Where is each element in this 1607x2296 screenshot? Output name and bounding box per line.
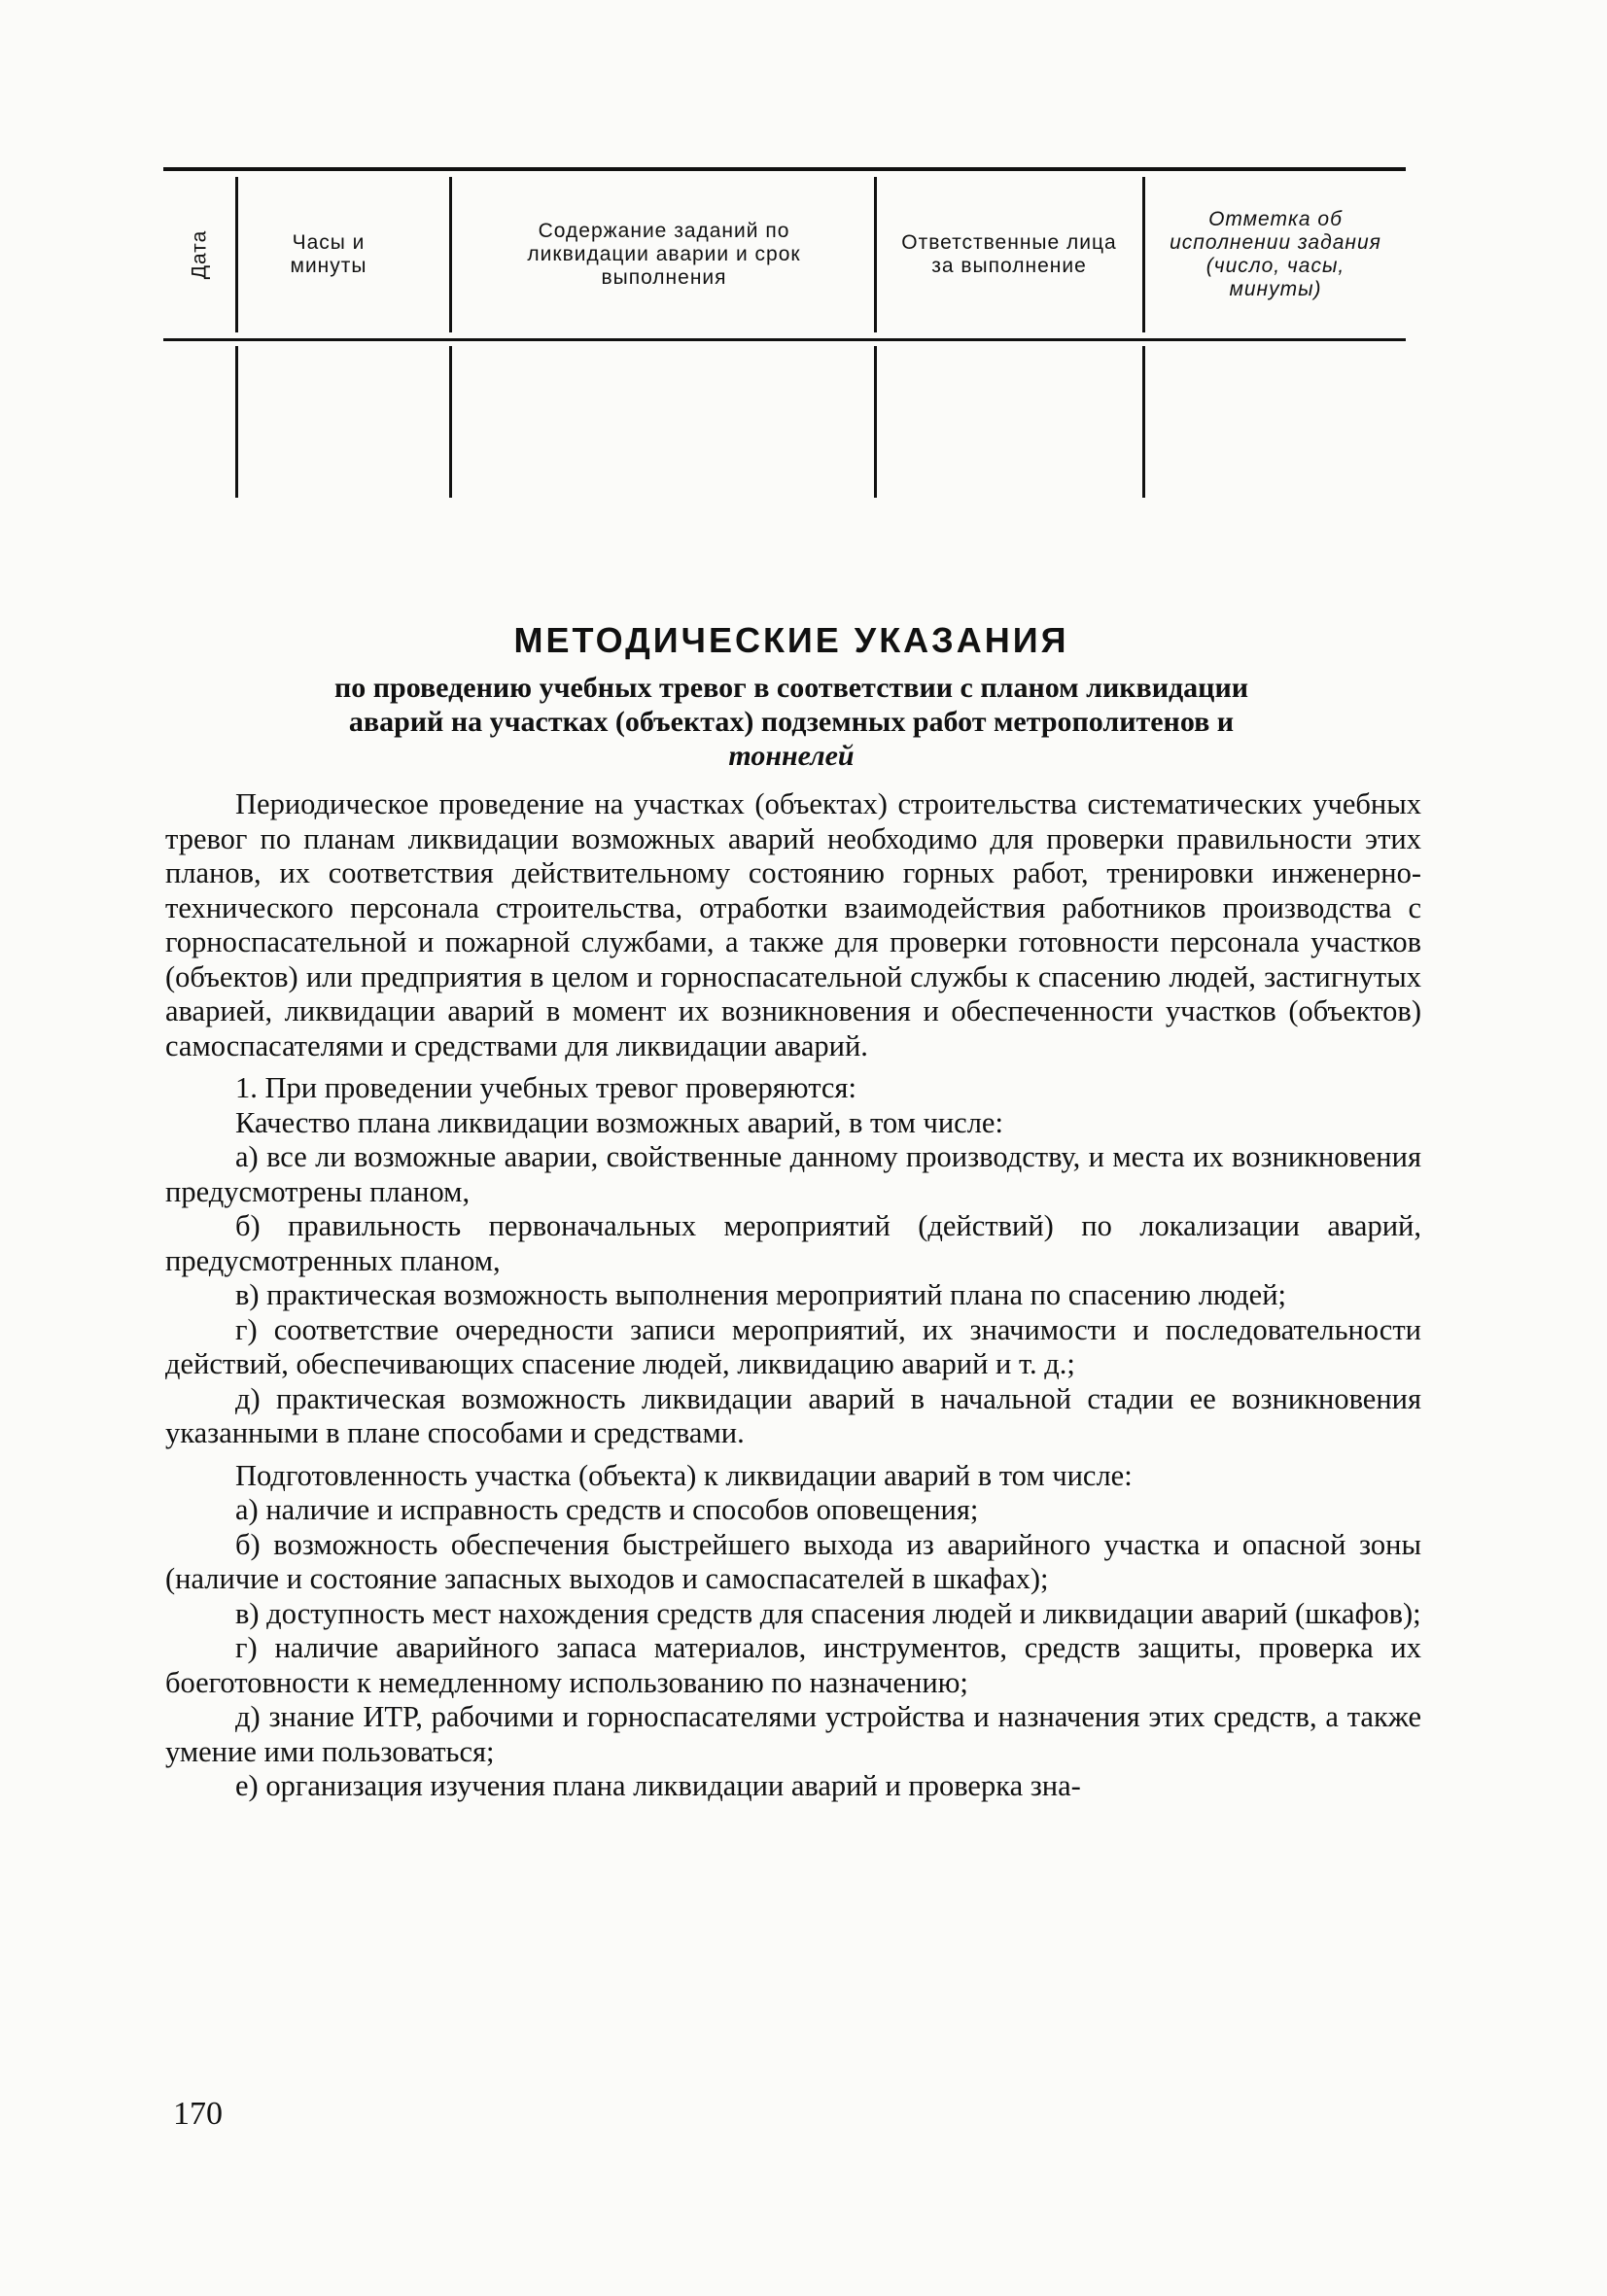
column-divider xyxy=(1142,177,1145,332)
journal-table xyxy=(163,167,1406,498)
list-item: г) соответствие очередности записи мероприятий, их значимости и последовательности действий, обеспечивающих спасение людей, ликвидацию аварий и т. д.; xyxy=(165,1312,1421,1380)
list-item: а) наличие и исправность средств и способов оповещения; xyxy=(235,1493,979,1526)
list-item: а) все ли возможные аварии, свойственные данному производству, и места их возникновения предусмотрены планом, xyxy=(165,1140,1421,1208)
header-responsible xyxy=(897,173,1121,336)
list-item: б) правильность первоначальных мероприятий (действий) по локализации аварий, предусмотренных планом, xyxy=(165,1209,1421,1277)
subtitle-line: аварий на участках (объектах) подземных работ метрополитенов и xyxy=(348,706,1235,738)
column-divider xyxy=(874,177,877,332)
list-item: в) практическая возможность выполнения мероприятий плана по спасению людей; xyxy=(235,1278,1287,1311)
header-time-label: Часы и минуты xyxy=(290,231,367,277)
point-1-heading: 1. При проведении учебных тревог проверяются: xyxy=(235,1071,856,1104)
list-item: б) возможность обеспечения быстрейшего выхода из аварийного участка и опасной зоны (наличие и состояние запасных выходов и самоспасателей в шкафах); xyxy=(165,1527,1421,1595)
document-subtitle xyxy=(163,671,1419,773)
header-tasks-label: Содержание заданий по ликвидации аварии и срок выполнения xyxy=(527,220,801,289)
readiness-heading: Подготовленность участка (объекта) к ликвидации аварий в том числе: xyxy=(235,1458,1133,1492)
subtitle-line: тоннелей xyxy=(728,740,855,772)
table-header-rule xyxy=(163,338,1406,341)
header-tasks xyxy=(474,173,854,336)
header-time xyxy=(261,173,397,336)
column-divider xyxy=(449,346,452,498)
column-divider xyxy=(235,177,238,332)
header-date-label: Дата xyxy=(187,229,210,280)
header-date xyxy=(163,173,235,336)
table-top-rule xyxy=(163,167,1406,171)
column-divider xyxy=(874,346,877,498)
intro-paragraph: Периодическое проведение на участках (объектах) строительства систематических учебных тревог по планам ликвидации возможных аварий необходимо для проверки правильности этих планов, их соответствия действительному состоянию горных работ, тренировки инженерно-технического персонала строительства, отработки взаимодействия работников производства с горноспасательной и пожарной службами, а также для проверки готовности персонала участков (объектов) или предприятия в целом и горноспасательной службы к спасению людей, застигнутых аварией, ликвидации аварий в момент их возникновения и обеспеченности участков (объектов) самоспасателями и средствами для ликвидации аварий. xyxy=(165,787,1421,1062)
document-title: МЕТОДИЧЕСКИЕ УКАЗАНИЯ xyxy=(513,620,1069,660)
header-responsible-label: Ответственные лица за выполнение xyxy=(901,231,1117,277)
column-divider xyxy=(1142,346,1145,498)
document-body xyxy=(165,787,1421,1804)
list-item: в) доступность мест нахождения средств для спасения людей и ликвидации аварий (шкафов); xyxy=(235,1596,1421,1630)
subtitle-line: по проведению учебных тревог в соответствии с планом ликвидации xyxy=(333,672,1249,704)
page-number: 170 xyxy=(173,2096,223,2132)
column-divider xyxy=(235,346,238,498)
list-item: е) организация изучения плана ликвидации аварий и проверка зна- xyxy=(235,1769,1081,1802)
column-divider xyxy=(449,177,452,332)
header-completion-mark xyxy=(1160,173,1391,336)
list-item: д) знание ИТР, рабочими и горноспасателями устройства и назначения этих средств, а также умение ими пользоваться; xyxy=(165,1700,1421,1768)
header-completion-mark-label: Отметка об исполнении задания (число, часы, минуты) xyxy=(1170,208,1381,300)
plan-quality-heading: Качество плана ликвидации возможных аварий, в том числе: xyxy=(235,1105,1003,1139)
list-item: д) практическая возможность ликвидации аварий в начальной стадии ее возникновения указанными в плане способами и средствами. xyxy=(165,1381,1421,1449)
list-item: г) наличие аварийного запаса материалов, инструментов, средств защиты, проверка их боеготовности к немедленному использованию по назначению; xyxy=(165,1631,1421,1699)
